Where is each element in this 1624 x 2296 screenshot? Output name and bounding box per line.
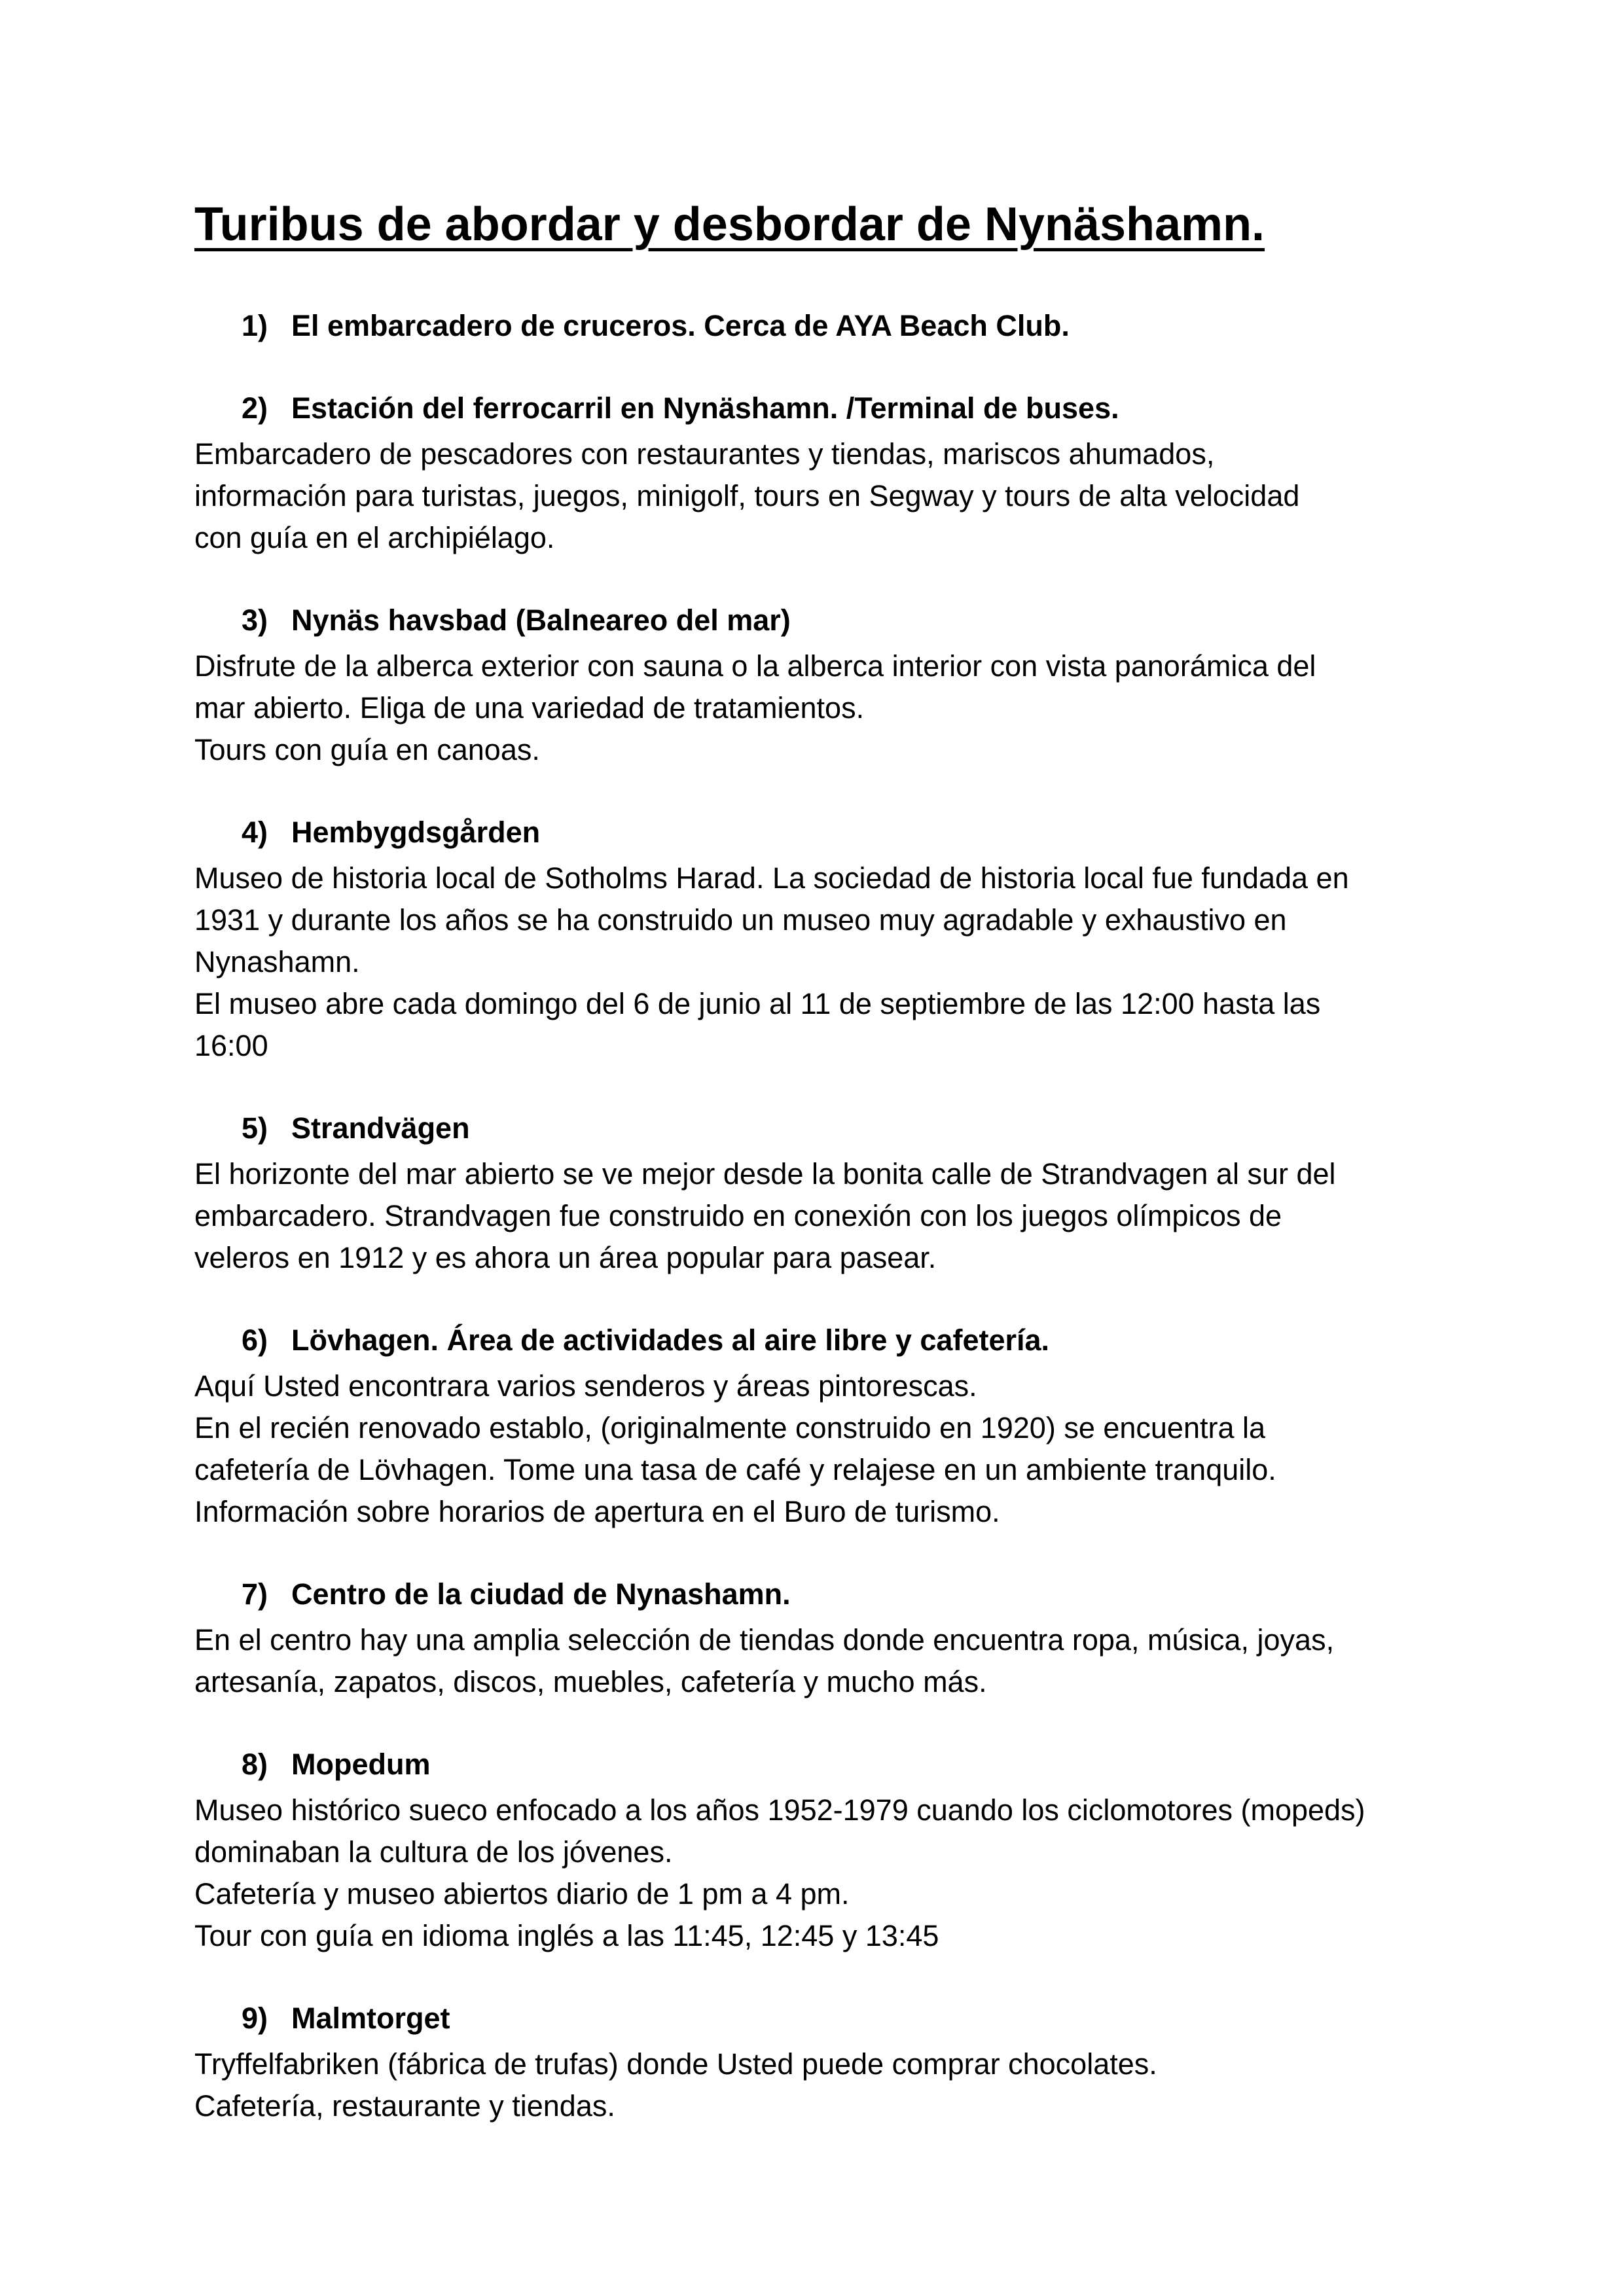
section-body-line: 16:00: [194, 1029, 268, 1062]
section-body-line: información para turistas, juegos, minigolf, tours en Segway y tours de alta velocidad: [194, 479, 1300, 512]
section-heading-text: Mopedum: [291, 1748, 431, 1781]
section-9: [194, 1998, 1458, 2127]
section-number: 5): [242, 1111, 268, 1145]
section-heading-text: Estación del ferrocarril en Nynäshamn. /Terminal de buses.: [291, 391, 1119, 425]
section-number: 6): [242, 1323, 268, 1357]
section-body-line: Embarcadero de pescadores con restaurantes y tiendas, mariscos ahumados,: [194, 437, 1215, 471]
section-heading: [194, 1107, 1458, 1149]
section-body-line: Aquí Usted encontrara varios senderos y áreas pintorescas.: [194, 1369, 977, 1403]
section-body-line: Tour con guía en idioma inglés a las 11:45, 12:45 y 13:45: [194, 1919, 939, 1952]
section-body-line: Tours con guía en canoas.: [194, 733, 540, 766]
section-body-line: artesanía, zapatos, discos, muebles, cafetería y mucho más.: [194, 1665, 987, 1698]
section-number: 3): [242, 603, 268, 637]
section-body-line: dominaban la cultura de los jóvenes.: [194, 1835, 673, 1869]
section-body-line: con guía en el archipiélago.: [194, 521, 555, 554]
section-body-line: El museo abre cada domingo del 6 de junio al 11 de septiembre de las 12:00 hasta las: [194, 987, 1321, 1020]
section-body-line: embarcadero. Strandvagen fue construido en conexión con los juegos olímpicos de: [194, 1199, 1282, 1232]
section-8: [194, 1744, 1458, 1957]
section-body-line: cafetería de Lövhagen. Tome una tasa de café y relajese en un ambiente tranquilo.: [194, 1453, 1276, 1486]
section-body-line: Museo histórico sueco enfocado a los años 1952-1979 cuando los ciclomotores (mopeds): [194, 1793, 1365, 1827]
section-heading-text: Hembygdsgården: [291, 816, 541, 849]
section-heading: [194, 305, 1458, 347]
section-1: [194, 305, 1458, 347]
section-heading-text: Nynäs havsbad (Balneareo del mar): [291, 603, 791, 637]
section-7: [194, 1573, 1458, 1703]
section-body-line: Cafetería, restaurante y tiendas.: [194, 2089, 615, 2123]
section-3: [194, 600, 1458, 771]
section-number: 9): [242, 2001, 268, 2035]
section-body-line: 1931 y durante los años se ha construido un museo muy agradable y exhaustivo en: [194, 903, 1287, 937]
section-heading: [194, 1573, 1458, 1615]
section-body-line: El horizonte del mar abierto se ve mejor desde la bonita calle de Strandvagen al sur del: [194, 1157, 1336, 1191]
section-number: 7): [242, 1577, 268, 1611]
section-body-line: Museo de historia local de Sotholms Harad. La sociedad de historia local fue fundada en: [194, 861, 1349, 895]
section-number: 1): [242, 309, 268, 342]
section-4: [194, 812, 1458, 1067]
section-heading: [194, 387, 1458, 429]
section-2: [194, 387, 1458, 559]
section-body-line: Nynashamn.: [194, 945, 360, 978]
section-5: [194, 1107, 1458, 1279]
section-heading-text: Centro de la ciudad de Nynashamn.: [291, 1577, 791, 1611]
section-heading-text: Strandvägen: [291, 1111, 470, 1145]
section-number: 4): [242, 816, 268, 849]
section-body-line: En el recién renovado establo, (originalmente construido en 1920) se encuentra la: [194, 1411, 1266, 1444]
section-body-line: veleros en 1912 y es ahora un área popular para pasear.: [194, 1241, 937, 1274]
section-heading: [194, 812, 1458, 853]
section-heading-text: El embarcadero de cruceros. Cerca de AYA Beach Club.: [291, 309, 1070, 342]
section-6: [194, 1319, 1458, 1533]
page-title: Turibus de abordar y desbordar de Nynäshamn.: [194, 198, 1265, 251]
section-heading: [194, 600, 1458, 641]
section-heading: [194, 1744, 1458, 1785]
section-body-line: Cafetería y museo abiertos diario de 1 pm a 4 pm.: [194, 1877, 850, 1910]
section-heading-text: Lövhagen. Área de actividades al aire libre y cafetería.: [291, 1323, 1050, 1357]
section-number: 8): [242, 1748, 268, 1781]
section-heading: [194, 1998, 1458, 2039]
section-body-line: Tryffelfabriken (fábrica de trufas) donde Usted puede comprar chocolates.: [194, 2047, 1157, 2081]
section-number: 2): [242, 391, 268, 425]
section-body-line: Disfrute de la alberca exterior con sauna o la alberca interior con vista panorámica del: [194, 649, 1316, 683]
section-body-line: mar abierto. Eliga de una variedad de tratamientos.: [194, 691, 865, 725]
section-heading: [194, 1319, 1458, 1361]
section-list: [194, 305, 1458, 2168]
section-heading-text: Malmtorget: [291, 2001, 450, 2035]
section-body-line: En el centro hay una amplia selección de tiendas donde encuentra ropa, música, joyas,: [194, 1623, 1335, 1657]
section-body-line: Información sobre horarios de apertura en el Buro de turismo.: [194, 1495, 1000, 1528]
